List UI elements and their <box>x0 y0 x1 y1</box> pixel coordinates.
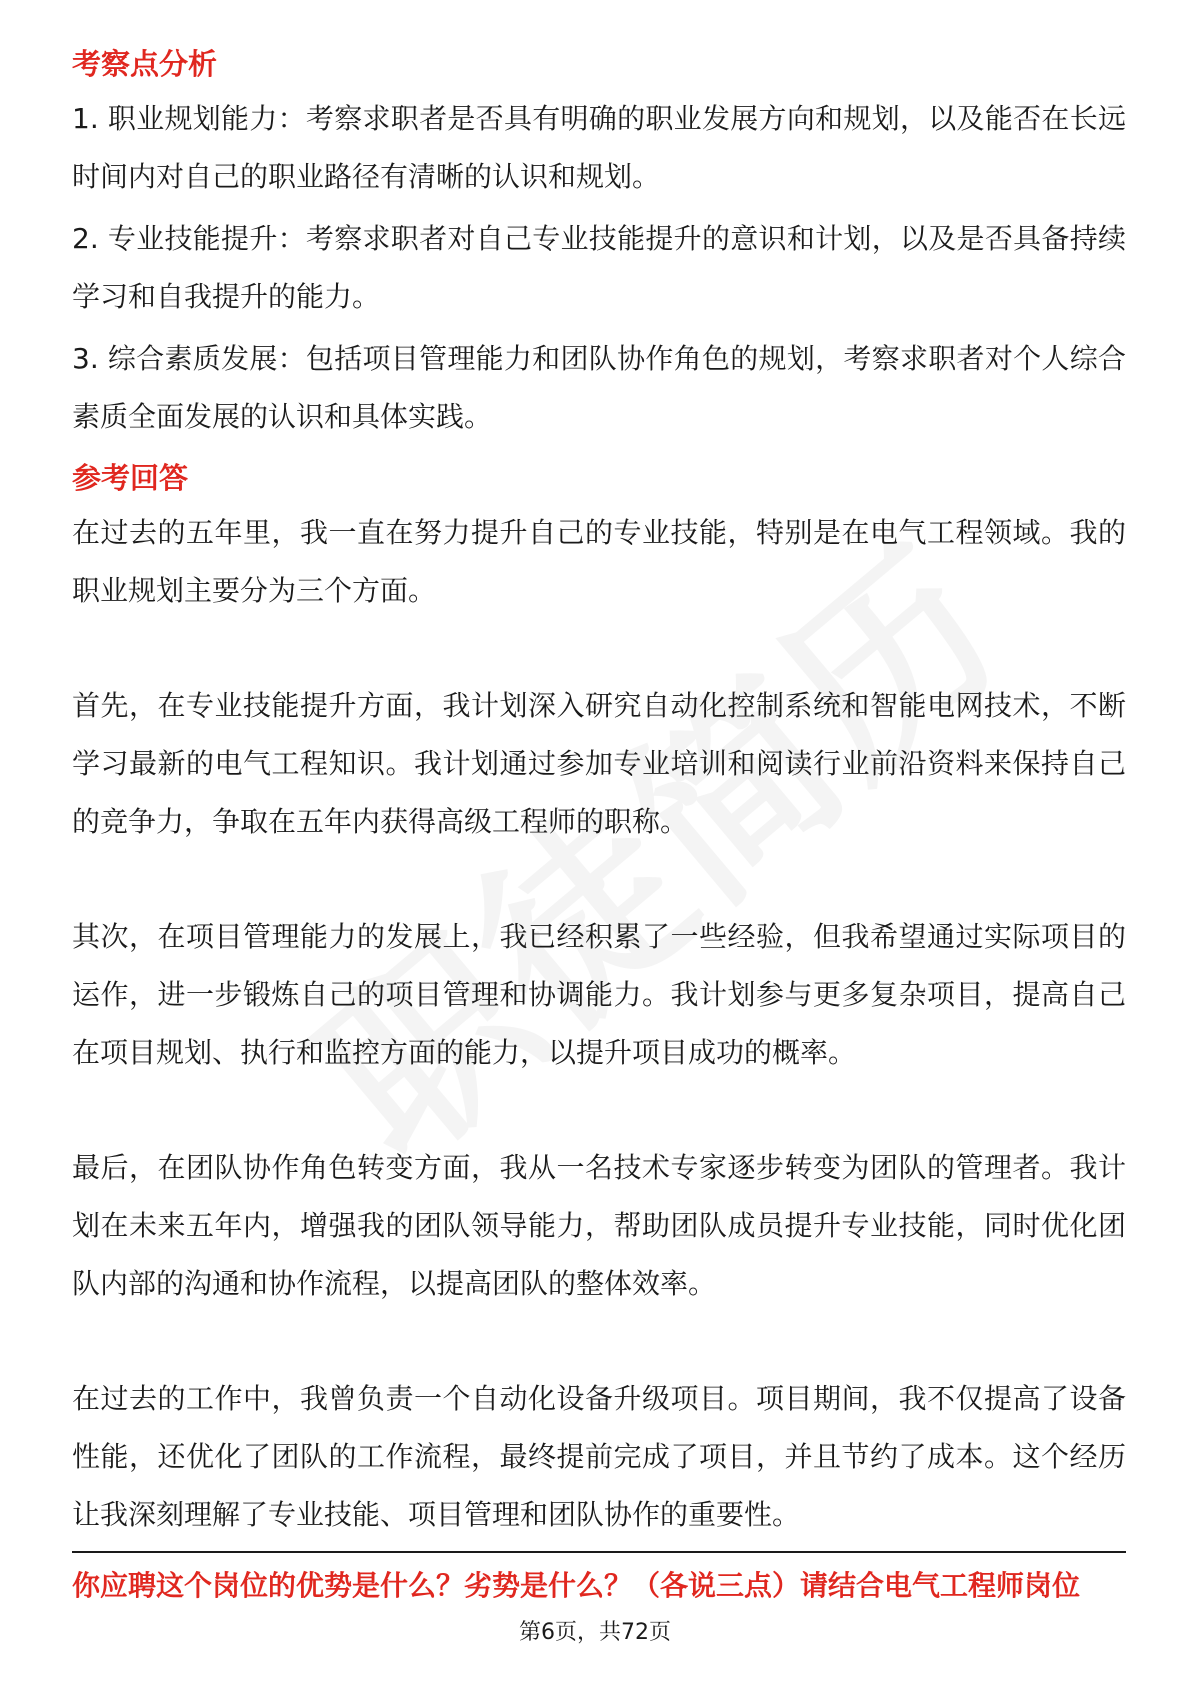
answer-paragraph: 在过去的工作中，我曾负责一个自动化设备升级项目。项目期间，我不仅提高了设备性能，还优化了团队的工作流程，最终提前完成了项目，并且节约了成本。这个经历让我深刻理解了专业技能、项目管理和团队协作的重要性。 <box>72 1382 1126 1531</box>
answer-paragraph: 首先，在专业技能提升方面，我计划深入研究自动化控制系统和智能电网技术，不断学习最新的电气工程知识。我计划通过参加专业培训和阅读行业前沿资料来保持自己的竞争力，争取在五年内获得高级工程师的职称。 <box>72 689 1126 838</box>
next-question-title: 你应聘这个岗位的优势是什么？劣势是什么？（各说三点）请结合电气工程师岗位 <box>72 1569 1081 1602</box>
answer-heading: 参考回答 <box>72 461 189 495</box>
analysis-heading: 考察点分析 <box>72 47 218 81</box>
analysis-point: 1. 职业规划能力：考察求职者是否具有明确的职业发展方向和规划，以及能否在长远时间内对自己的职业路径有清晰的认识和规划。 <box>72 102 1126 193</box>
page-number: 第6页，共72页 <box>519 1620 671 1645</box>
answer-paragraph: 最后，在团队协作角色转变方面，我从一名技术专家逐步转变为团队的管理者。我计划在未来五年内，增强我的团队领导能力，帮助团队成员提升专业技能，同时优化团队内部的沟通和协作流程，以提高团队的整体效率。 <box>72 1151 1126 1300</box>
analysis-point: 2. 专业技能提升：考察求职者对自己专业技能提升的意识和计划，以及是否具备持续学习和自我提升的能力。 <box>72 222 1126 313</box>
answer-paragraph: 在过去的五年里，我一直在努力提升自己的专业技能，特别是在电气工程领域。我的职业规划主要分为三个方面。 <box>72 516 1126 607</box>
document-page <box>72 44 1126 1544</box>
section-divider <box>72 1551 1126 1553</box>
analysis-point: 3. 综合素质发展：包括项目管理能力和团队协作角色的规划，考察求职者对个人综合素质全面发展的认识和具体实践。 <box>72 342 1126 433</box>
answer-paragraph: 其次，在项目管理能力的发展上，我已经积累了一些经验，但我希望通过实际项目的运作，进一步锻炼自己的项目管理和协调能力。我计划参与更多复杂项目，提高自己在项目规划、执行和监控方面的能力，以提升项目成功的概率。 <box>72 920 1126 1069</box>
